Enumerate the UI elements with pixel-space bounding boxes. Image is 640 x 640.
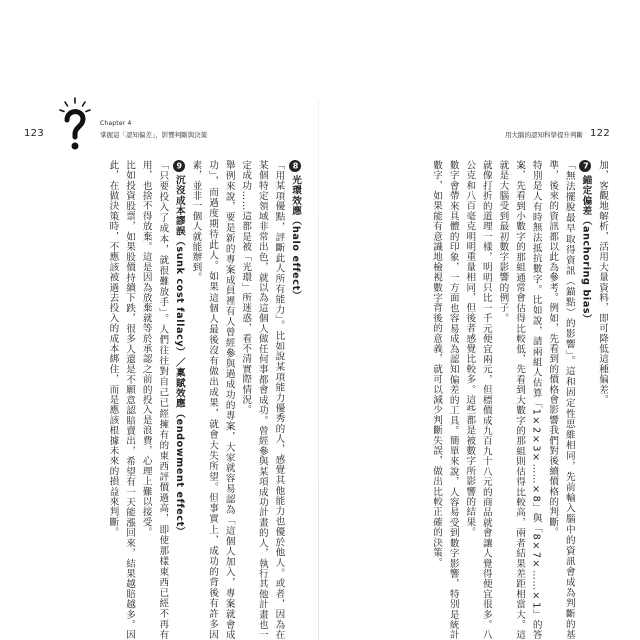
left-page-body	[28, 160, 303, 640]
section-heading	[286, 160, 303, 640]
right-page-body	[320, 160, 610, 640]
section-heading-text: 光環效應（halo effect）	[290, 175, 301, 301]
section-number-badge: 8	[289, 160, 301, 172]
section-number-badge: 7	[579, 160, 591, 172]
intro-paragraph: 加，客觀地解析，活用大量資料，即可降低這種偏差。	[597, 160, 608, 405]
body-paragraph: 「無法擺脫最早取得資訊（錨點）的影響」。這和固定性思維相同，先前輸入腦中的資訊會成為判斷的基準，後來的資訊都以此為參考。例如，先看到的價格會影響我們對後續價格的判斷。	[547, 160, 575, 640]
body-paragraph: 比如投資股票，如果股價持續下跌，很多人還是不願意認賠賣出，希望有一天能漲回來，結果越賠越多。因此，在做決策時，不應該被過去投入的成本綁住，而是應該根據未來的損益來判斷。	[107, 160, 136, 640]
body-paragraph: 舉例來說，要是新的專案成員裡有人曾經參與過成功的專案，大家就容易認為「這個人加入，專案就會成功」，而過度期待此人。如果這個人最後沒有做出成果，就會大失所望。但事實上，成功的背後有許多因素，並非一個人就能辦到。	[190, 160, 235, 640]
chapter-title: 掌握這「認知偏差」，影響判斷與決策	[100, 131, 208, 139]
section-number-badge: 9	[173, 160, 185, 172]
section-heading-text: 沉沒成本謬誤（sunk cost fallacy）／稟賦效應（endowment effect）	[173, 175, 185, 537]
section-heading-text: 錨定偏差（anchoring bias）	[580, 175, 592, 325]
question-mark-bulb-icon	[58, 96, 92, 152]
section-heading	[577, 160, 594, 640]
right-page-number: 122	[590, 128, 610, 139]
running-head: 用大腦的認知科學提升判斷	[505, 131, 583, 139]
left-page-number: 123	[24, 128, 44, 139]
body-paragraph: 就像打折的道理一樣，明明只比一千元便宜兩元，但標價成九百九十八元的商品就會讓人覺得便宜很多。八公克和八百毫克明明重量相同，但後者感覺比較多。這些都是被數字所影響的結果。	[464, 160, 492, 640]
body-paragraph: 數字會帶來具體的印象，一方面也容易成為認知偏差的工具。簡單來說，人容易受到數字影響，特別是統計數字，如果能有意識地檢視數字背後的意義，就可以減少判斷失誤，做出比較正確的決策。	[431, 160, 459, 640]
body-paragraph: 「只要投入了成本，就很難放手」。人們往往對自己已經擁有的東西評價過高，即使那樣東西已經不再有用，也捨不得放棄。這是因為放棄就等於承認之前的投入是浪費，心理上難以接受。	[140, 160, 169, 640]
page-gutter	[318, 100, 319, 640]
chapter-label: Chapter 4	[100, 120, 132, 127]
section-heading	[170, 160, 187, 640]
body-paragraph: 「用某項優點，評斷此人所有能力」。比如說某項能力優秀的人，感覺其他能力也優於他人。或者，因為在某個特定領域非常出色，就以為這個人做任何事都會成功。曾經參與某項成功計畫的人，執行其他計畫也一定成功……這都是被「光環」所迷惑，看不清實際情況。	[240, 160, 285, 640]
body-paragraph: 特別是人有時無法抵抗數字。比如說，請兩組人估算「1×2×3×……×8」與「8×7×……×1」的答案，先看到小數字的那組通常會估得比較低，先看到大數字的那組則估得比較高，兩者結果差距相當大。這就是大腦受到最初數字影響的例子。	[497, 160, 542, 640]
